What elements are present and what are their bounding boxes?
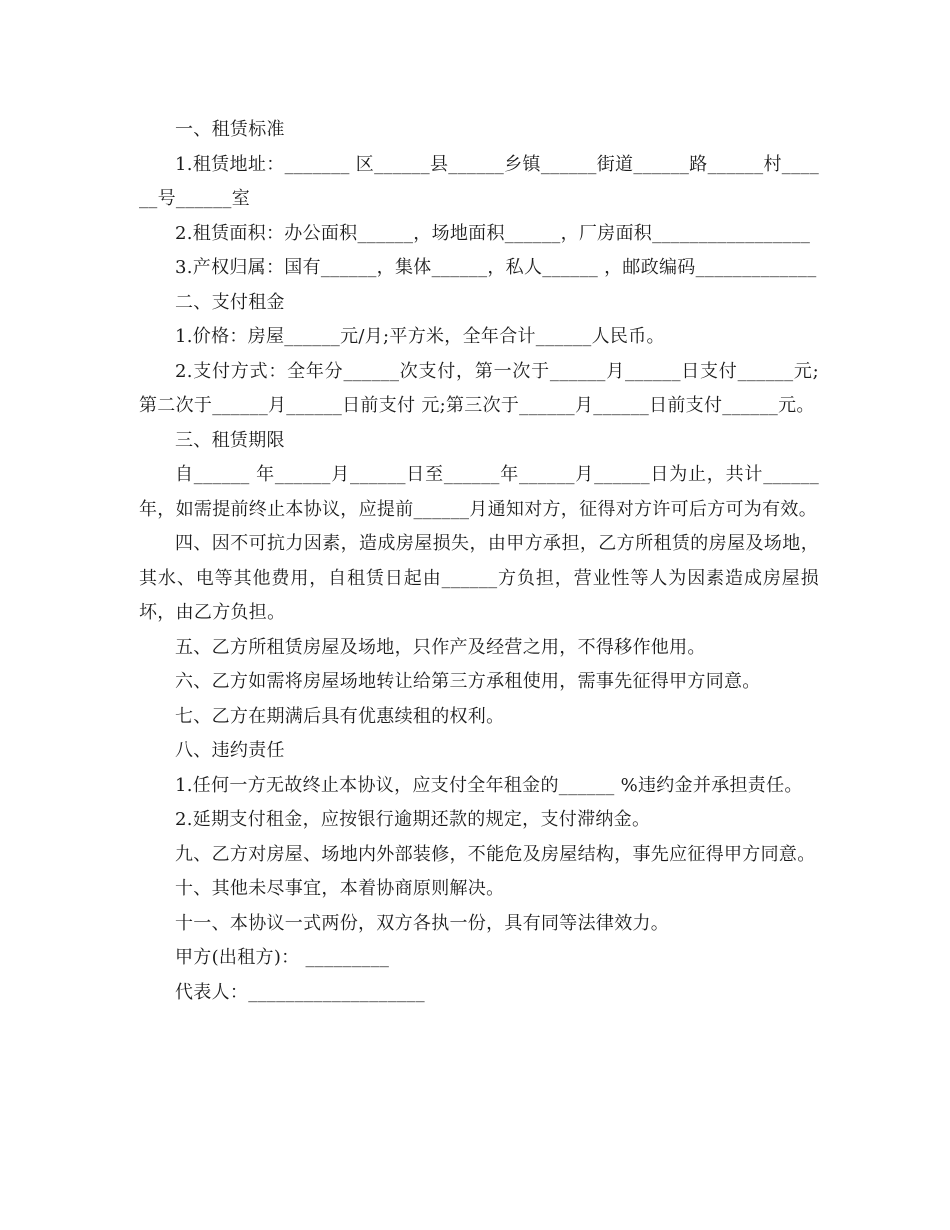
payment-method-line: 2.支付方式：全年分______次支付，第一次于______月______日支付______元;第二次于______月______日前支付 元;第三次于______月______日前支付______元。	[139, 360, 819, 416]
lease-area-line: 2.租赁面积：办公面积______，场地面积______，厂房面积_________________	[175, 222, 811, 244]
section-1-heading: 一、租赁标准	[175, 119, 285, 140]
breach-termination-line: 1.任何一方无故终止本协议，应支付全年租金的______ %违约金并承担责任。	[175, 774, 803, 796]
representative-signature-line: 代表人：___________________	[175, 981, 425, 1003]
section-9-renovation: 九、乙方对房屋、场地内外部装修，不能危及房屋结构，事先应征得甲方同意。	[175, 843, 816, 865]
section-3-heading: 三、租赁期限	[175, 429, 285, 451]
lease-address-line: 1.租赁地址：_______ 区______县______乡镇______街道______路______村______号______室	[139, 153, 819, 209]
lease-term-line: 自______ 年______月______日至______年______月______日为止，共计______年，如需提前终止本协议，应提前______月通知对方，征得对方许可后方可为有效。	[139, 464, 819, 520]
section-7-renewal: 七、乙方在期满后具有优惠续租的权利。	[175, 705, 505, 727]
section-6-sublease: 六、乙方如需将房屋场地转让给第三方承租使用，需事先征得甲方同意。	[175, 671, 761, 692]
late-payment-line: 2.延期支付租金，应按银行逾期还款的规定，支付滞纳金。	[175, 809, 651, 830]
section-4-force-majeure: 四、因不可抗力因素，造成房屋损失，由甲方承担，乙方所租赁的房屋及场地，其水、电等其他费用，自租赁日起由______方负担，营业性等人为因素造成房屋损坏，由乙方负担。	[139, 533, 819, 623]
section-11-copies: 十一、本协议一式两份，双方各执一份，具有同等法律效力。	[175, 912, 670, 934]
lease-agreement-body	[139, 113, 819, 1010]
price-line: 1.价格：房屋______元/月;平方米，全年合计______人民币。	[175, 326, 665, 347]
property-ownership-line: 3.产权归属：国有______，集体______，私人______ ，邮政编码_____________	[175, 257, 817, 278]
section-2-heading: 二、支付租金	[175, 291, 285, 313]
section-5-usage: 五、乙方所租赁房屋及场地，只作产及经营之用，不得移作他用。	[175, 636, 706, 658]
section-8-heading: 八、违约责任	[175, 740, 285, 761]
party-a-signature-line: 甲方(出租方)： _________	[175, 947, 390, 968]
section-10-other-matters: 十、其他未尽事宜，本着协商原则解决。	[175, 878, 505, 899]
